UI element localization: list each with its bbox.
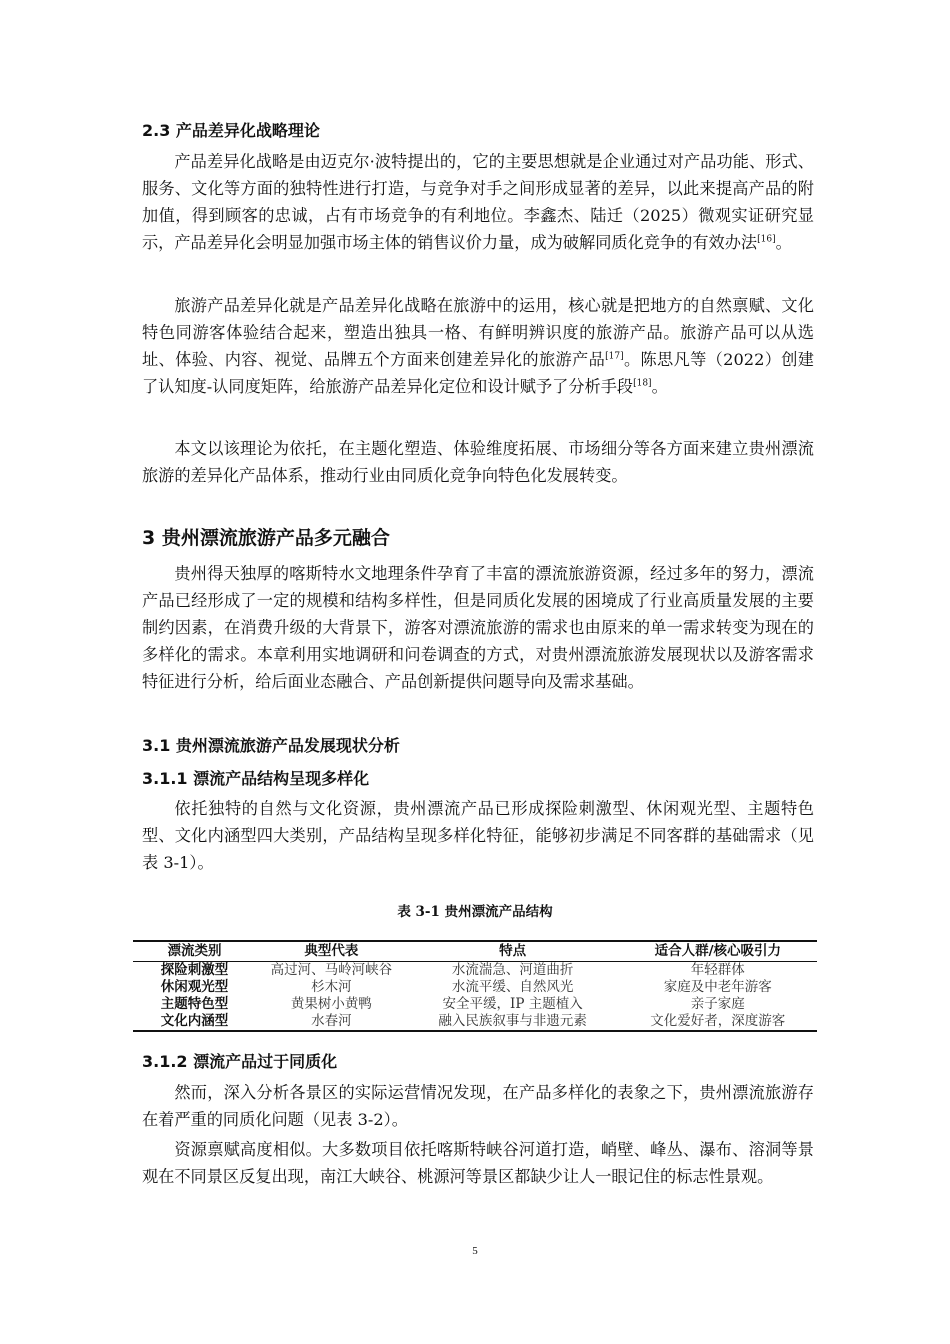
paragraph-differentiation-theory	[142, 148, 814, 256]
page-number: 5	[472, 1245, 478, 1257]
table-cell: 融入民族叙事与非遗元素	[407, 1013, 619, 1031]
table-cell: 黄果树小黄鸭	[290, 996, 372, 1012]
table-cell: 水流平缓、自然风光	[451, 979, 574, 995]
paragraph-this-paper: 本文以该理论为依托，在主题化塑造、体验维度拓展、市场细分等各方面来建立贵州漂流旅游的差异化产品体系，推动行业由同质化竞争向特色化发展转变。	[142, 439, 814, 485]
paragraph-text: 产品差异化战略是由迈克尔·波特提出的，它的主要思想就是企业通过对产品功能、形式、服务、文化等方面的独特性进行打造，与竞争对手之间形成显著的差异，以此来提高产品的附加值，得到顾客的忠诚，占有市场竞争的有利地位。李鑫杰、陆迁（2025）微观实证研究显示，产品差异化会明显加强市场主体的销售议价力量，成为破解同质化竞争的有效办法	[142, 152, 814, 252]
table-header-cell: 适合人群/核心吸引力	[619, 941, 817, 962]
paragraph-product-structure: 依托独特的自然与文化资源，贵州漂流产品已形成探险刺激型、休闲观光型、主题特色型、文化内涵型四大类别，产品结构呈现多样化特征，能够初步满足不同客群的基础需求（见表 3-1）。	[142, 799, 814, 872]
citation-ref: [18]	[633, 378, 652, 389]
table-cell: 家庭及中老年游客	[663, 979, 772, 995]
table-row	[133, 1013, 817, 1031]
section-heading-3-1-2: 3.1.2 漂流产品过于同质化	[142, 1052, 338, 1071]
table-cell: 水春河	[256, 1013, 406, 1031]
paragraph-tail: 。	[775, 233, 792, 252]
table-cell: 高过河、马岭河峡谷	[270, 962, 393, 978]
table-cell: 年轻群体	[690, 962, 745, 978]
table-cell: 水流湍急、河道曲折	[451, 962, 574, 978]
table-header-row	[133, 941, 817, 962]
paragraph-text: 旅游产品差异化就是产品差异化战略在旅游中的运用，核心就是把地方的自然禀赋、文化特色同游客体验结合起来，塑造出独具一格、有鲜明辨识度的旅游产品。旅游产品可以从选址、体验、内容、视觉、品牌五个方面来创建差异化的旅游产品	[142, 296, 814, 369]
table-cell: 文化爱好者，深度游客	[619, 1013, 817, 1031]
paragraph-text: 。陈思凡等（2022）创建了认知度-认同度矩阵，给旅游产品差异化定位和设计赋予了分析手段	[142, 350, 814, 396]
paragraph-tourism-differentiation	[142, 292, 814, 400]
table-row	[133, 962, 817, 980]
table-caption: 表 3-1 贵州漂流产品结构	[397, 904, 553, 920]
paragraph-resource-similarity: 资源禀赋高度相似。大多数项目依托喀斯特峡谷河道打造，峭壁、峰丛、瀑布、溶洞等景观在不同景区反复出现，南江大峡谷、桃源河等景区都缺少让人一眼记住的标志性景观。	[142, 1140, 814, 1186]
section-heading-3-1: 3.1 贵州漂流旅游产品发展现状分析	[142, 736, 400, 755]
table-row	[133, 979, 817, 996]
table-header-cell: 特点	[407, 941, 619, 962]
table-cell: 杉木河	[311, 979, 352, 995]
paragraph-homogenization-intro: 然而，深入分析各景区的实际运营情况发现，在产品多样化的表象之下，贵州漂流旅游存在着严重的同质化问题（见表 3-2）。	[142, 1083, 814, 1129]
table-cell: 探险刺激型	[160, 962, 229, 978]
product-structure-table	[133, 940, 817, 1032]
citation-ref: [16]	[757, 234, 776, 245]
table-cell: 主题特色型	[160, 996, 229, 1012]
table-cell: 亲子家庭	[690, 996, 745, 1012]
section-heading-3-1-1: 3.1.1 漂流产品结构呈现多样化	[142, 769, 370, 788]
paragraph-chapter-intro: 贵州得天独厚的喀斯特水文地理条件孕育了丰富的漂流旅游资源，经过多年的努力，漂流产品已经形成了一定的规模和结构多样性，但是同质化发展的困境成了行业高质量发展的主要制约因素，在消费升级的大背景下，游客对漂流旅游的需求也由原来的单一需求转变为现在的多样化的需求。本章利用实地调研和问卷调查的方式，对贵州漂流旅游发展现状以及游客需求特征进行分析，给后面业态融合、产品创新提供问题导向及需求基础。	[142, 564, 814, 691]
table-header-cell: 漂流类别	[133, 941, 256, 962]
table-header-cell: 典型代表	[256, 941, 406, 962]
table-cell: 休闲观光型	[160, 979, 229, 995]
chapter-heading-3: 3 贵州漂流旅游产品多元融合	[142, 527, 390, 549]
table-cell: 安全平缓，IP 主题植入	[442, 996, 583, 1012]
citation-ref: [17]	[605, 351, 624, 362]
section-heading-2-3: 2.3 产品差异化战略理论	[142, 121, 320, 140]
table-cell: 文化内涵型	[133, 1013, 256, 1031]
table-row	[133, 996, 817, 1013]
paragraph-tail: 。	[651, 377, 668, 396]
